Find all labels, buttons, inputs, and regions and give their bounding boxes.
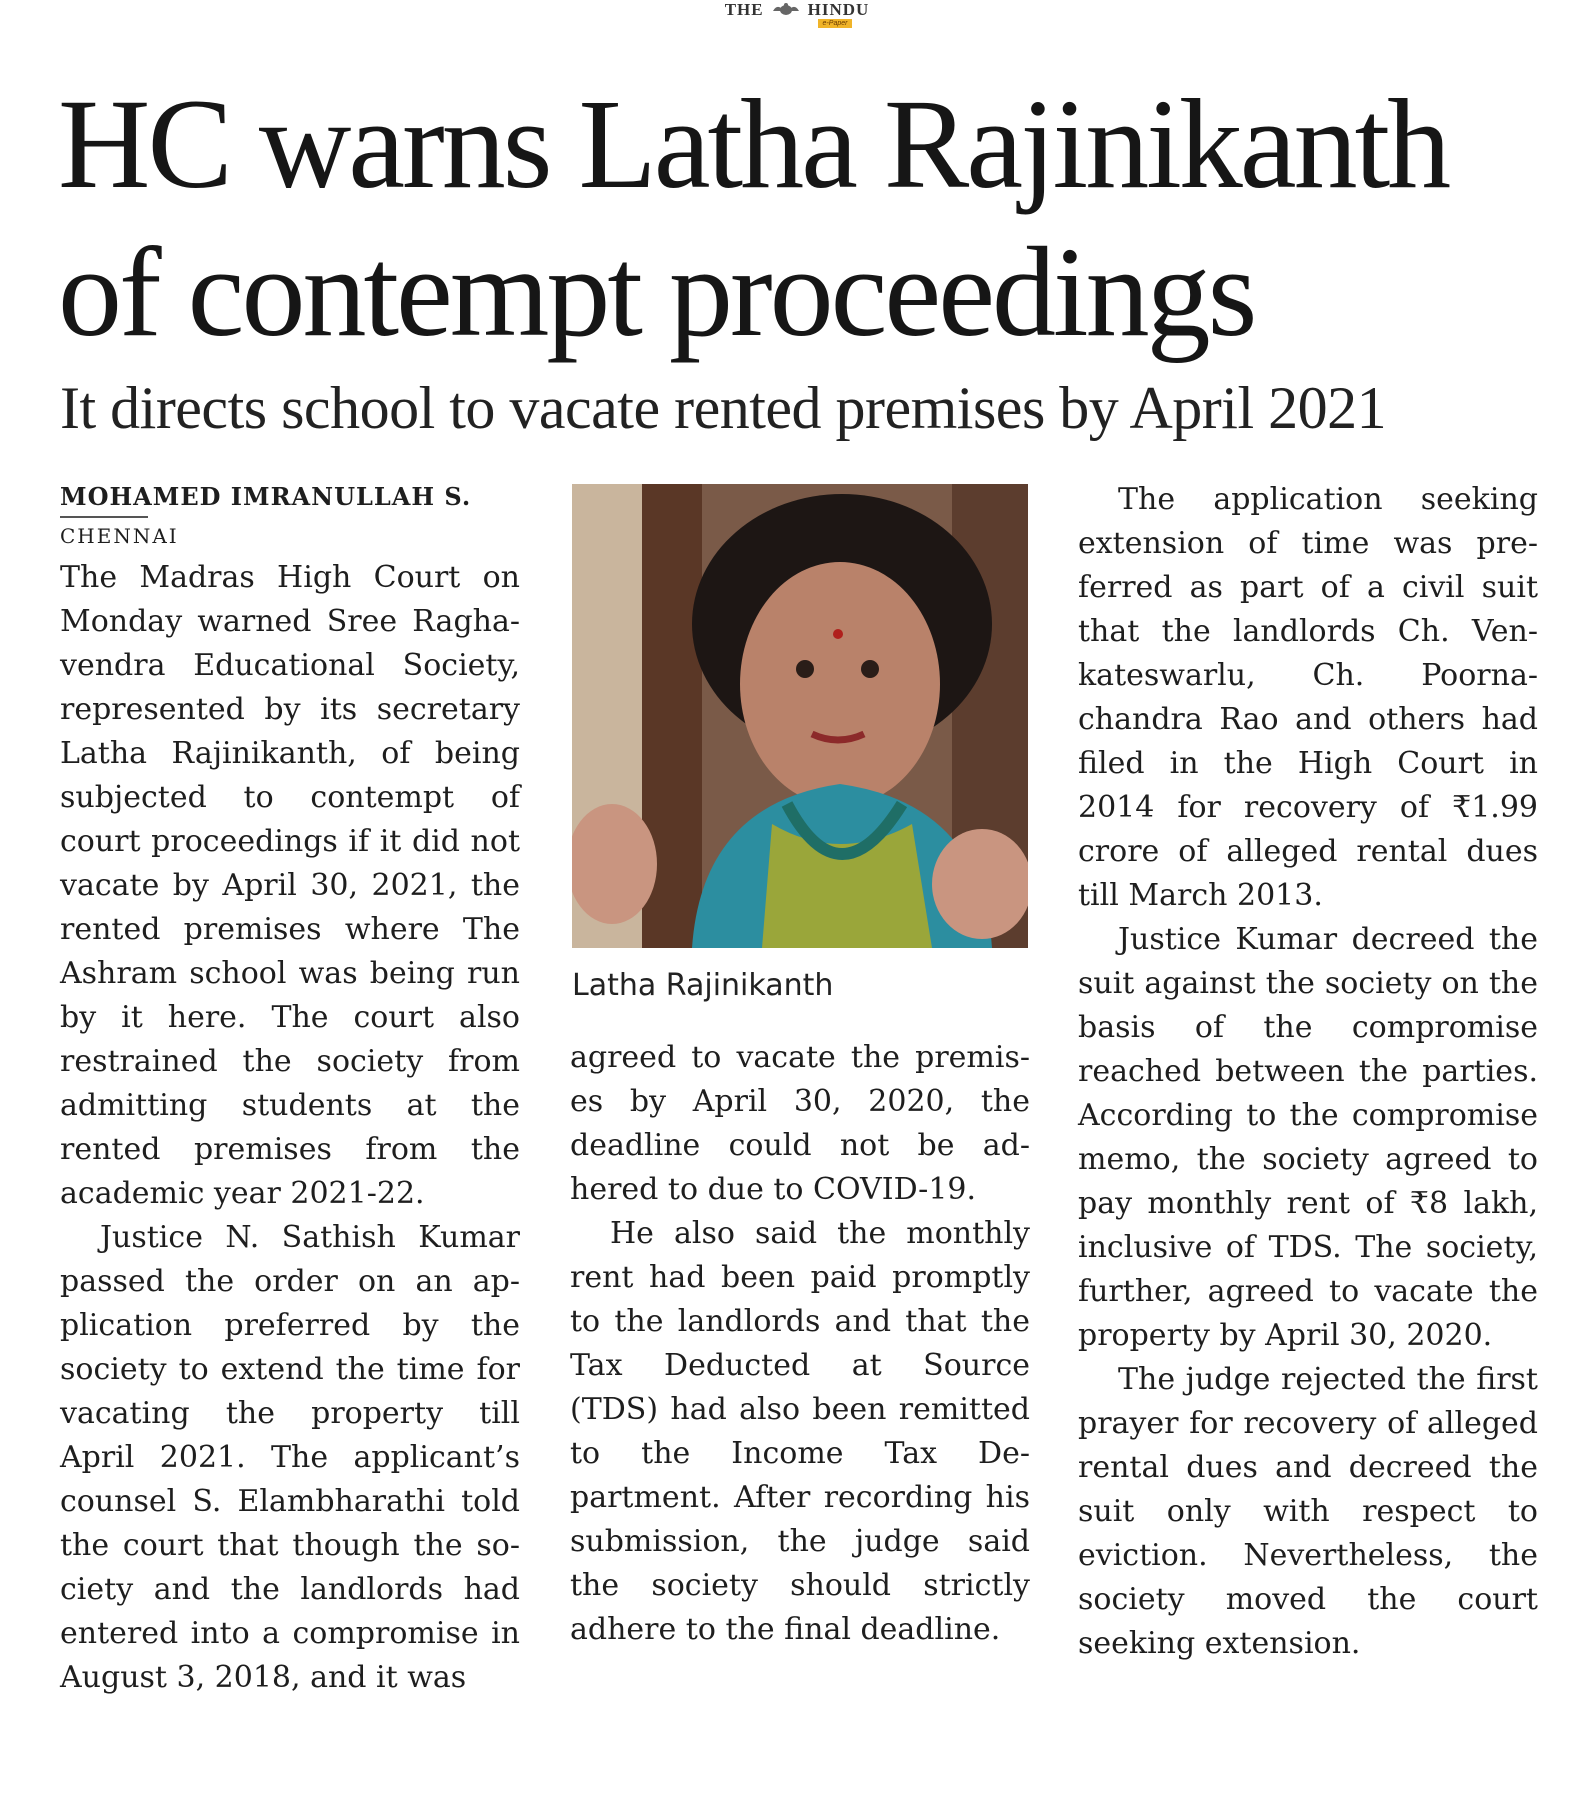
masthead-name-left: THE <box>724 0 764 19</box>
paragraph-3: agreed to vacate the premises by April 30, 2020, the deadline could not be adhered to due to COVID-19. <box>570 1040 1030 1207</box>
byline: MOHAMED IMRANULLAH S. <box>60 482 472 511</box>
paragraph-6: Justice Kumar decreed the suit against the society on the basis of the compromise reached between the parties. According to the compromise memo, the society agreed to pay monthly rent of ₹8 lakh, inclusive of TDS. The society, further, agreed to vacate the property by April 30, 2020. <box>1078 922 1538 1353</box>
portrait-photo <box>572 484 1028 948</box>
portrait-illustration <box>572 484 1028 948</box>
paragraph-2: Justice N. Sathish Kumar passed the order on an application preferred by the society to extend the time for vacating the property till April 2021. The applicant’s counsel S. Elambharathi told the court that though the society and the landlords had entered into a compromise in August 3, 2018, and it was <box>60 1220 520 1695</box>
dateline: CHENNAI <box>60 524 179 548</box>
article-column-2 <box>570 1036 1030 1652</box>
masthead <box>0 0 1594 28</box>
headline-line-2: of contempt proceedings <box>58 221 1255 363</box>
subheadline: It directs school to vacate rented premises by April 2021 <box>60 375 1387 441</box>
hindu-emblem-icon <box>771 2 801 21</box>
epaper-badge: e-Paper <box>818 19 852 28</box>
byline-divider <box>60 516 148 518</box>
article-column-3 <box>1078 478 1538 1666</box>
paragraph-7: The judge rejected the first prayer for recovery of alleged rental dues and decreed the suit only with respect to eviction. Nevertheless, the society moved the court seeking extension. <box>1078 1362 1538 1661</box>
headline <box>58 70 1538 366</box>
paragraph-1: The Madras High Court on Monday warned Sree Raghavendra Educational Society, represented by its secretary Latha Rajinikanth, of being subjected to contempt of court proceedings if it did not vacate by April 30, 2021, the rented premises where The Ashram school was being run by it here. The court also restrained the society from admitting students at the rented premises from the academic year 2021-22. <box>60 560 520 1211</box>
photo-caption: Latha Rajinikanth <box>572 968 834 1003</box>
headline-line-1: HC warns Latha Rajinikanth <box>58 73 1449 215</box>
paragraph-4: He also said the monthly rent had been paid promptly to the landlords and that the Tax Deducted at Source (TDS) had also been remitted to the Income Tax Department. After recording his submission, the judge said the society should strictly adhere to the final deadline. <box>570 1216 1030 1647</box>
article-column-1 <box>60 478 520 1700</box>
masthead-name-right: HINDU <box>807 0 870 19</box>
paragraph-5: The application seeking extension of time was preferred as part of a civil suit that the landlords Ch. Venkateswarlu, Ch. Poornachandra Rao and others had filed in the High Court in 2014 for recovery of ₹1.99 crore of alleged rental dues till March 2013. <box>1078 482 1538 913</box>
